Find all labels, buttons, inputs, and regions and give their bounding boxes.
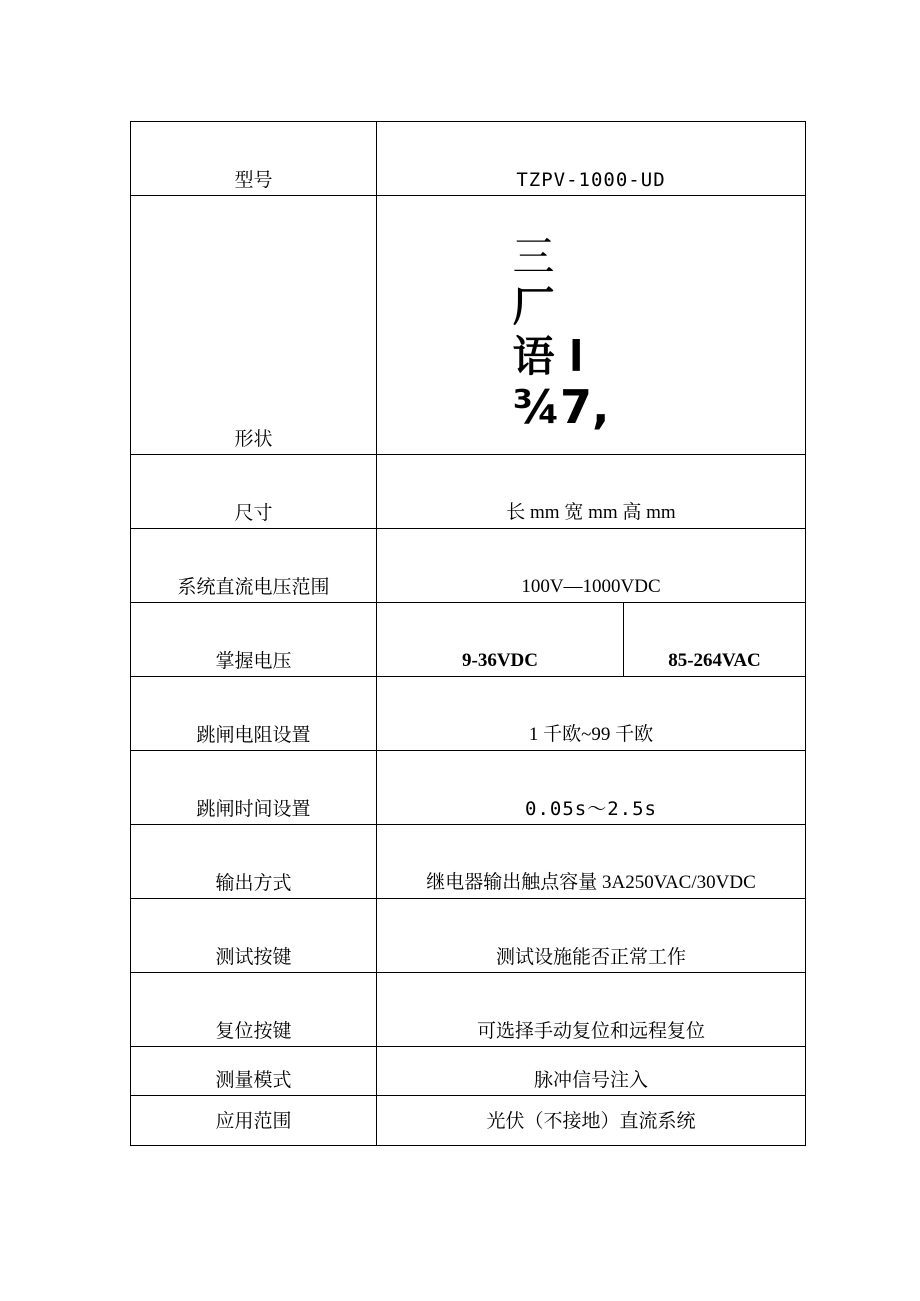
table-row xyxy=(131,899,806,973)
shape-glyph-line: ¾7, xyxy=(512,380,610,434)
shape-glyph-line: 语 l xyxy=(512,332,584,381)
row-label-size: 尺寸 xyxy=(131,455,377,529)
row-label-measure-mode: 测量模式 xyxy=(131,1047,377,1096)
table-row xyxy=(131,455,806,529)
row-value-application: 光伏（不接地）直流系统 xyxy=(377,1096,806,1146)
table-row xyxy=(131,1096,806,1146)
row-value-reset-button: 可选择手动复位和远程复位 xyxy=(377,973,806,1047)
row-value-shape xyxy=(377,196,806,455)
row-value-measure-mode: 脉冲信号注入 xyxy=(377,1047,806,1096)
row-value-test-button: 测试设施能否正常工作 xyxy=(377,899,806,973)
table-row xyxy=(131,1047,806,1096)
row-label-dc-voltage-range: 系统直流电压范围 xyxy=(131,529,377,603)
row-value-output-mode: 继电器输出触点容量 3A250VAC/30VDC xyxy=(377,825,806,899)
shape-glyph-line: 厂 xyxy=(512,282,555,331)
row-label-test-button: 测试按键 xyxy=(131,899,377,973)
spec-table xyxy=(130,121,806,1146)
row-value-control-voltage-dc: 9-36VDC xyxy=(377,603,624,677)
row-label-application: 应用范围 xyxy=(131,1096,377,1146)
shape-glyph-line: 三 xyxy=(512,232,555,281)
row-value-dc-voltage-range: 100V—1000VDC xyxy=(377,529,806,603)
row-label-model: 型号 xyxy=(131,122,377,196)
row-label-trip-resistance: 跳闸电阻设置 xyxy=(131,677,377,751)
table-row xyxy=(131,677,806,751)
table-row xyxy=(131,122,806,196)
table-row xyxy=(131,529,806,603)
table-row xyxy=(131,973,806,1047)
row-value-trip-resistance: 1 千欧~99 千欧 xyxy=(377,677,806,751)
table-row xyxy=(131,825,806,899)
shape-glyph-block xyxy=(512,232,609,432)
row-value-trip-time: 0.05s～2.5s xyxy=(377,751,806,825)
table-row xyxy=(131,196,806,455)
row-value-control-voltage-ac: 85-264VAC xyxy=(624,603,806,677)
row-label-trip-time: 跳闸时间设置 xyxy=(131,751,377,825)
row-value-size: 长 mm 宽 mm 高 mm xyxy=(377,455,806,529)
row-value-model: TZPV-1000-UD xyxy=(377,122,806,196)
row-label-shape: 形状 xyxy=(131,196,377,455)
table-row xyxy=(131,603,806,677)
table-row xyxy=(131,751,806,825)
row-label-control-voltage: 掌握电压 xyxy=(131,603,377,677)
row-label-reset-button: 复位按键 xyxy=(131,973,377,1047)
row-label-output-mode: 输出方式 xyxy=(131,825,377,899)
